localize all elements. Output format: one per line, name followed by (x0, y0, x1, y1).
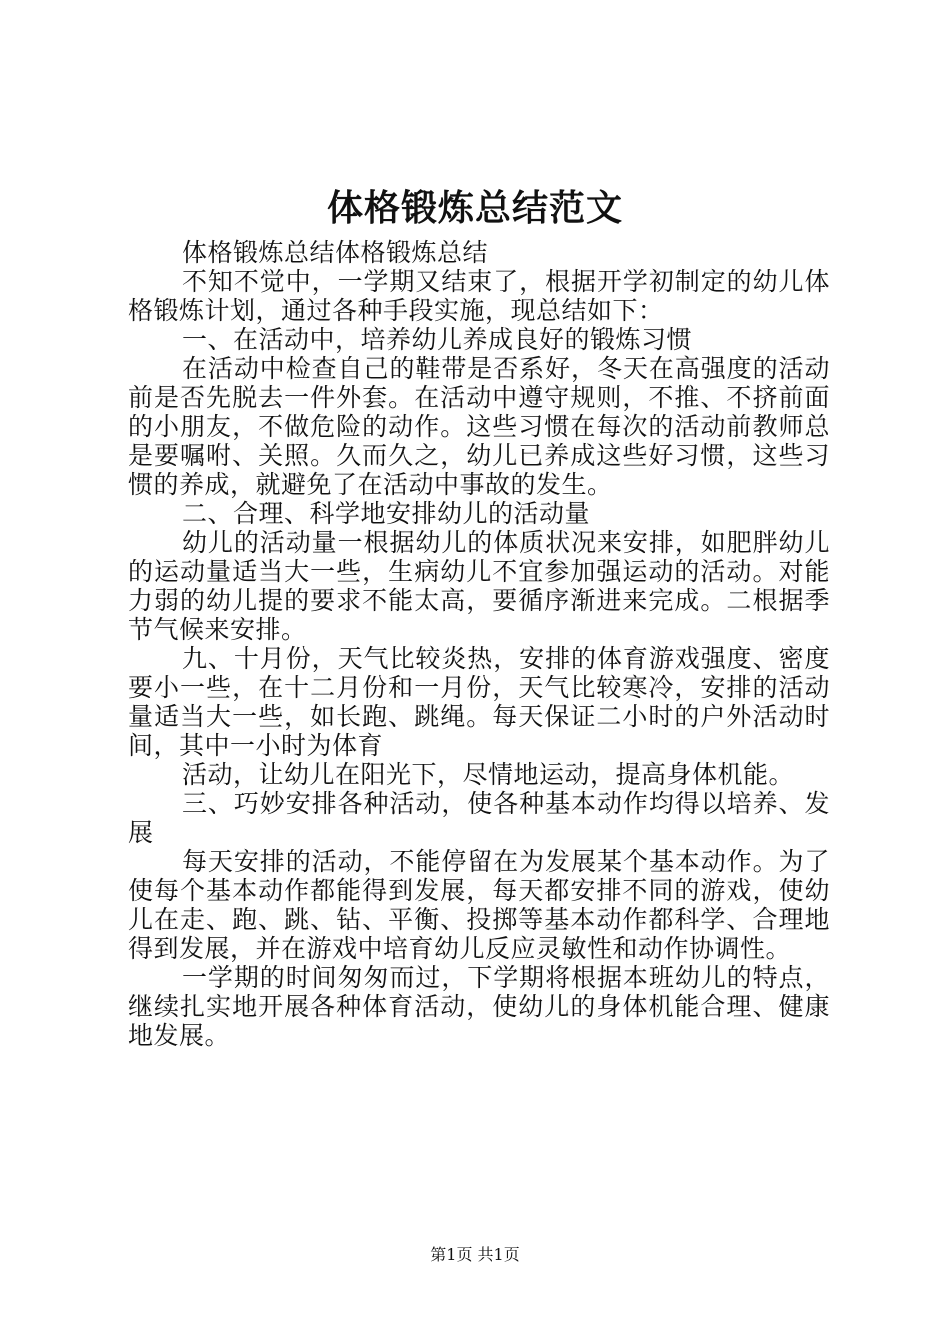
section-heading-2: 二、合理、科学地安排幼儿的活动量 (182, 499, 591, 528)
section-heading-1: 一、在活动中，培养幼儿养成良好的锻炼习惯 (182, 325, 693, 354)
document-body (128, 238, 830, 1050)
paragraph-conclusion: 一学期的时间匆匆而过，下学期将根据本班幼儿的特点，继续扎实地开展各种体育活动，使幼儿的身体机能合理、健康地发展。 (128, 963, 830, 1050)
paragraph-activity-amount: 幼儿的活动量一根据幼儿的体质状况来安排，如肥胖幼儿的运动量适当大一些，生病幼儿不宜参加强运动的活动。对能力弱的幼儿提的要求不能太高，要循序渐进来完成。二根据季节气候来安排。 (128, 528, 830, 644)
page-footer: 第1页 共1页 (430, 1245, 520, 1264)
paragraph-intro: 不知不觉中，一学期又结束了，根据开学初制定的幼儿体格锻炼计划，通过各种手段实施，现总结如下： (128, 267, 830, 325)
paragraph-habits: 在活动中检查自己的鞋带是否系好，冬天在高强度的活动前是否先脱去一件外套。在活动中遵守规则，不推、不挤前面的小朋友，不做危险的动作。这些习惯在每次的活动前教师总是要嘱咐、关照。久而久之，幼儿已养成这些好习惯，这些习惯的养成，就避免了在活动中事故的发生。 (128, 354, 830, 499)
section-heading-3: 三、巧妙安排各种活动，使各种基本动作均得以培养、发展 (128, 789, 830, 847)
paragraph-subtitle: 体格锻炼总结体格锻炼总结 (182, 238, 489, 267)
document-title: 体格锻炼总结范文 (326, 187, 623, 229)
paragraph-basic-movements: 每天安排的活动，不能停留在为发展某个基本动作。为了使每个基本动作都能得到发展，每天都安排不同的游戏，使幼儿在走、跑、跳、钻、平衡、投掷等基本动作都科学、合理地得到发展，并在游戏中培育幼儿反应灵敏性和动作协调性。 (128, 847, 830, 963)
paragraph-outdoor: 活动，让幼儿在阳光下，尽情地运动，提高身体机能。 (182, 760, 795, 789)
paragraph-seasons: 九、十月份，天气比较炎热，安排的体育游戏强度、密度要小一些，在十二月份和一月份，天气比较寒冷，安排的活动量适当大一些，如长跑、跳绳。每天保证二小时的户外活动时间，其中一小时为体育 (128, 644, 830, 760)
